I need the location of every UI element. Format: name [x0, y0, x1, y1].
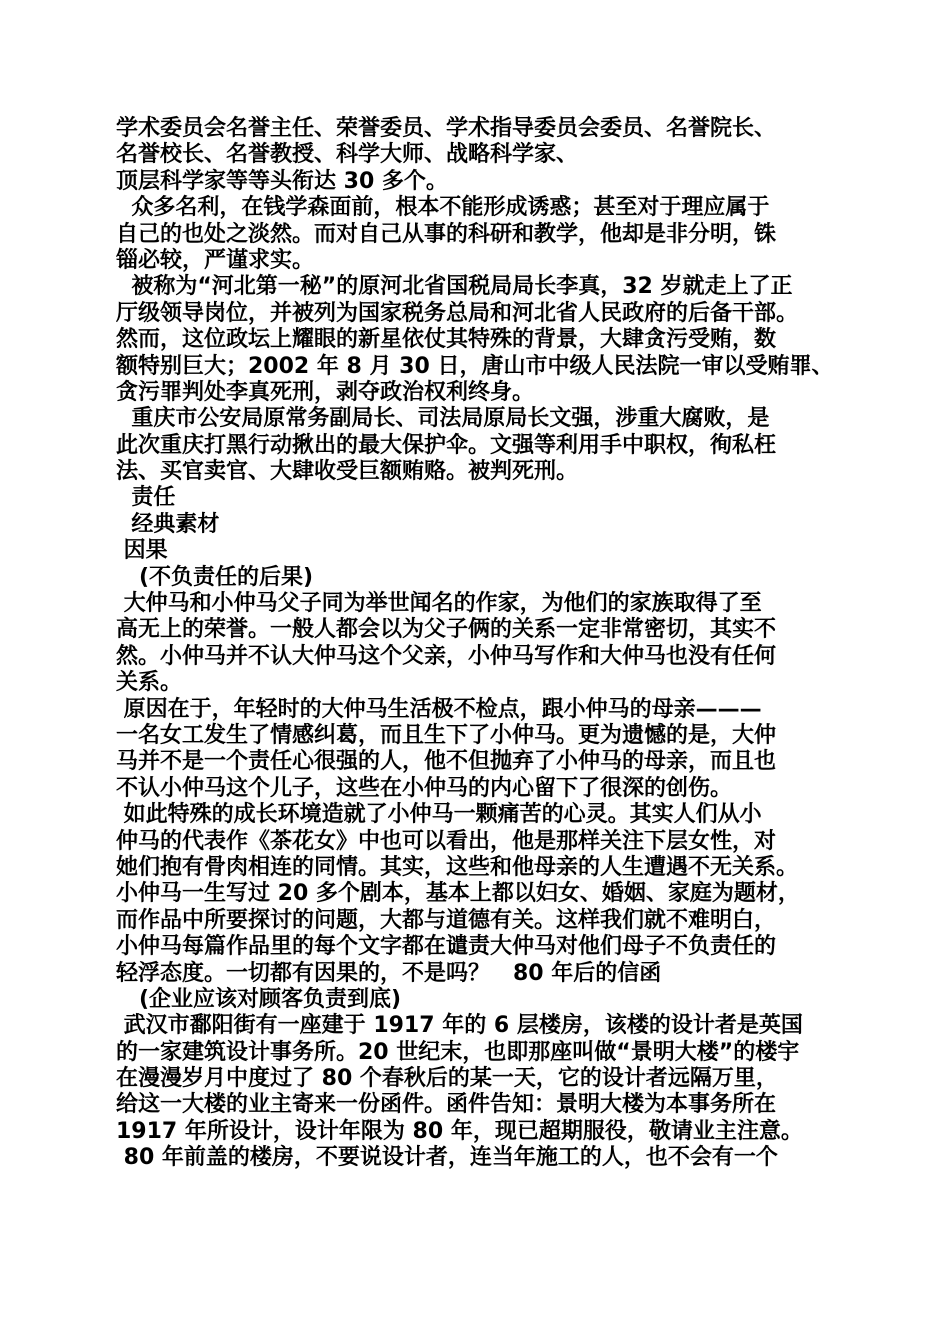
- text-line: 武汉市鄱阳街有一座建于 1917 年的 6 层楼房，该楼的设计者是英国: [116, 1013, 803, 1039]
- text-line: 此次重庆打黑行动揪出的最大保护伞。文强等利用手中职权，徇私枉: [116, 432, 777, 458]
- text-line: 而作品中所要探讨的问题，大都与道德有关。这样我们就不难明白，: [116, 907, 777, 933]
- text-line: 顶层科学家等等头衔达 30 多个。: [116, 168, 448, 194]
- text-line: 不认小仲马这个儿子，这些在小仲马的内心留下了很深的创伤。: [116, 775, 733, 801]
- text-line: 然。小仲马并不认大仲马这个父亲，小仲马写作和大仲马也没有任何: [116, 643, 777, 669]
- text-line: 大仲马和小仲马父子同为举世闻名的作家，为他们的家族取得了至: [116, 591, 762, 617]
- text-line: 轻浮态度。一切都有因果的，不是吗？ 80 年后的信函: [116, 960, 662, 986]
- section-heading: 经典素材: [116, 511, 220, 537]
- text-line: 锱必较，严谨求实。: [116, 247, 315, 273]
- text-line: 给这一大楼的业主寄来一份函件。函件告知：景明大楼为本事务所在: [116, 1092, 777, 1118]
- text-line: 80 年前盖的楼房，不要说设计者，连当年施工的人，也不会有一个: [116, 1145, 778, 1171]
- text-line: 重庆市公安局原常务副局长、司法局原局长文强，涉重大腐败，是: [116, 406, 770, 432]
- text-line: 众多名利，在钱学森面前，根本不能形成诱惑；甚至对于理应属于: [116, 195, 770, 221]
- text-line: 关系。: [116, 670, 183, 696]
- text-line: 的一家建筑设计事务所。20 世纪末，也即那座叫做“景明大楼”的楼宇: [116, 1039, 800, 1065]
- text-line: 厅级领导岗位，并被列为国家税务总局和河北省人民政府的后备干部。: [116, 300, 799, 326]
- text-line: 然而，这位政坛上耀眼的新星依仗其特殊的背景，大肆贪污受贿，数: [116, 327, 777, 353]
- text-line: 在漫漫岁月中度过了 80 个春秋后的某一天，它的设计者远隔万里，: [116, 1066, 778, 1092]
- section-heading: 责任: [116, 485, 176, 511]
- text-line: 她们抱有骨肉相连的同情。其实，这些和他母亲的人生遭遇不无关系。: [116, 854, 799, 880]
- text-line: 原因在于，年轻时的大仲马生活极不检点，跟小仲马的母亲———: [116, 696, 762, 722]
- text-line: 小仲马一生写过 20 多个剧本，基本上都以妇女、婚姻、家庭为题材，: [116, 881, 800, 907]
- section-subheading: (不负责任的后果): [116, 564, 314, 590]
- text-line: 法、买官卖官、大肆收受巨额贿赂。被判死刑。: [116, 459, 579, 485]
- section-heading: 因果: [116, 538, 168, 564]
- text-line: 自己的也处之淡然。而对自己从事的科研和教学，他却是非分明，铢: [116, 221, 777, 247]
- text-line: 名誉校长、名誉教授、科学大师、战略科学家、: [116, 142, 579, 168]
- text-line: 一名女工发生了情感纠葛，而且生下了小仲马。更为遗憾的是，大仲: [116, 722, 777, 748]
- text-line: 额特别巨大；2002 年 8 月 30 日，唐山市中级人民法院一审以受贿罪、: [116, 353, 834, 379]
- text-line: 如此特殊的成长环境造就了小仲马一颗痛苦的心灵。其实人们从小: [116, 802, 762, 828]
- text-line: 被称为“河北第一秘”的原河北省国税局局长李真，32 岁就走上了正: [116, 274, 793, 300]
- document-body: [116, 116, 846, 1172]
- text-line: 小仲马每篇作品里的每个文字都在谴责大仲马对他们母子不负责任的: [116, 934, 777, 960]
- text-line: 1917 年所设计，设计年限为 80 年，现已超期服役，敬请业主注意。: [116, 1118, 803, 1144]
- text-line: 马并不是一个责任心很强的人，他不但抛弃了小仲马的母亲，而且也: [116, 749, 777, 775]
- text-line: 学术委员会名誉主任、荣誉委员、学术指导委员会委员、名誉院长、: [116, 116, 777, 141]
- section-subheading: (企业应该对顾客负责到底): [116, 986, 402, 1012]
- text-line: 仲马的代表作《茶花女》中也可以看出，他是那样关注下层女性，对: [116, 828, 777, 854]
- text-line: 高无上的荣誉。一般人都会以为父子俩的关系一定非常密切，其实不: [116, 617, 777, 643]
- text-line: 贪污罪判处李真死刑，剥夺政治权利终身。: [116, 379, 535, 405]
